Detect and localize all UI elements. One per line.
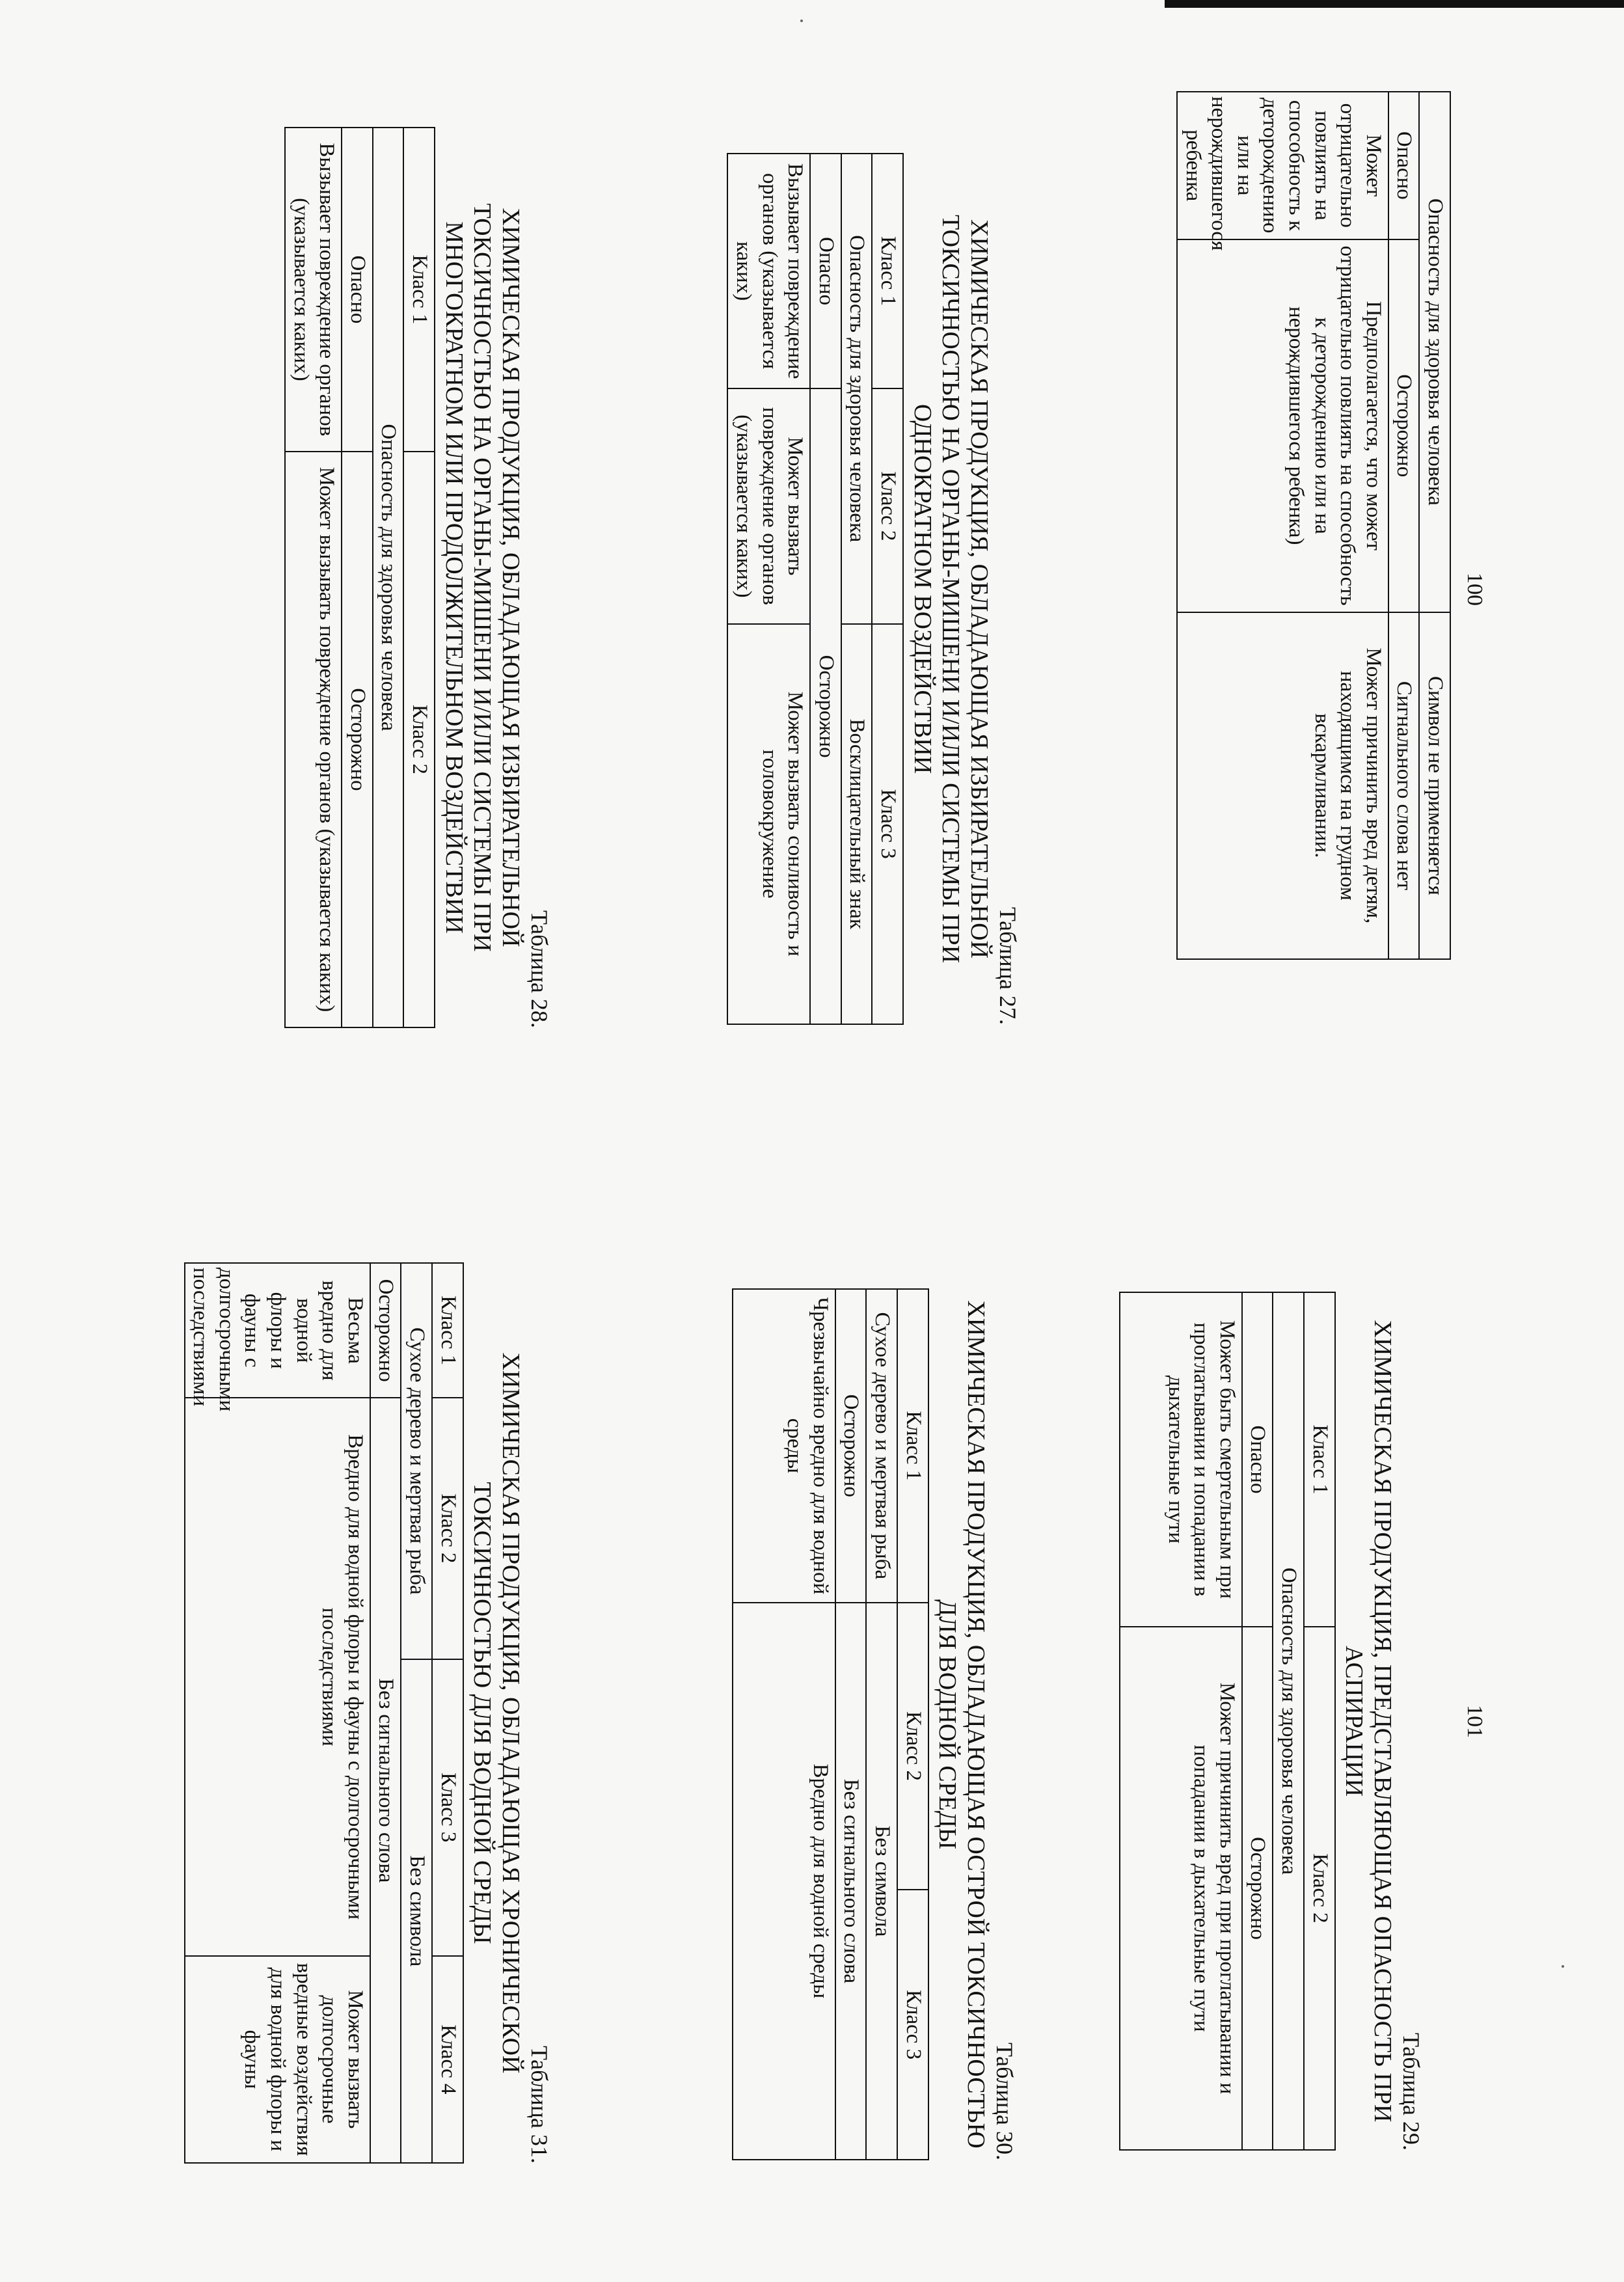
- table-30-block: [732, 1288, 1018, 2160]
- table-cell: Осторожно: [370, 1263, 401, 1398]
- table-cell: Класс 2: [872, 388, 903, 623]
- table-cell: Может причинить вред детям, находящимся на грудном вскармливании.: [1177, 612, 1388, 959]
- table-cell: Класс 3: [432, 1659, 463, 1956]
- table-continuation: [1176, 91, 1451, 960]
- table-cell: Может причинить вред при проглатывании и попадании в дыхательные пути: [1120, 1627, 1242, 2150]
- table-cell: Класс 1: [897, 1289, 928, 1603]
- table-cell: Класс 2: [1304, 1627, 1335, 2150]
- table-cell: Без сигнального слова: [835, 1603, 867, 2160]
- table-30: [732, 1288, 929, 2160]
- table-cell: Может отрицательно повлиять на способность к деторождению или на нерождившегося ребенка: [1177, 92, 1388, 239]
- table-title: ХИМИЧЕСКАЯ ПРОДУКЦИЯ, ОБЛАДАЮЩАЯ ХРОНИЧЕСКОЙ ТОКСИЧНОСТЬЮ ДЛЯ ВОДНОЙ СРЕДЫ: [468, 1352, 524, 2074]
- table-title: ХИМИЧЕСКАЯ ПРОДУКЦИЯ, ОБЛАДАЮЩАЯ ОСТРОЙ ТОКСИЧНОСТЬЮ ДЛЯ ВОДНОЙ СРЕДЫ: [934, 1300, 990, 2149]
- table-cell: Опасно: [342, 128, 373, 452]
- table-cell: Чрезвычайно вредно для водной среды: [733, 1289, 835, 1603]
- table-cell: Класс 1: [872, 154, 903, 388]
- table-cell: Класс 2: [403, 452, 435, 1027]
- table-cell: Восклицательный знак: [841, 624, 873, 1025]
- table-cell: Класс 3: [872, 624, 903, 1025]
- table-cell: Предполагается, что может отрицательно повлиять на способность к деторождению или на нерождившегося ребенка): [1177, 239, 1388, 612]
- table-31-block: [184, 1262, 553, 2164]
- table-cell: Опасно: [1242, 1292, 1273, 1627]
- table-title: ХИМИЧЕСКАЯ ПРОДУКЦИЯ, ОБЛАДАЮЩАЯ ИЗБИРАТЕЛЬНОЙ ТОКСИЧНОСТЬЮ НА ОРГАНЫ-МИШЕНИ И/ИЛИ СИСТЕМЫ ПРИ ОДНОКРАТНОМ ВОЗДЕЙСТВИИ: [908, 214, 993, 964]
- table-cell: Без сигнального слова: [370, 1398, 401, 2163]
- page-number-right: 101: [1463, 1705, 1487, 1738]
- table-cell: Сухое дерево и мертвая рыба: [866, 1289, 897, 1603]
- table-27-block: [727, 153, 1022, 1025]
- table-prev: [1176, 91, 1451, 960]
- table-title: ХИМИЧЕСКАЯ ПРОДУКЦИЯ, ОБЛАДАЮЩАЯ ИЗБИРАТЕЛЬНОЙ ТОКСИЧНОСТЬЮ НА ОРГАНЫ-МИШЕНИ И/ИЛИ СИСТЕМЫ ПРИ МНОГОКРАТНОМ ИЛИ ПРОДОЛЖИТЕЛЬНОМ ВОЗДЕЙСТВИИ: [440, 203, 524, 952]
- table-cell: Может вызвать долгосрочные вредные воздействия для водной флоры и фауны: [185, 1956, 370, 2163]
- table-cell: Вызывает повреждение органов (указывается каких): [285, 128, 342, 452]
- table-cell: Без символа: [401, 1659, 432, 2164]
- table-cell: Опасность для здоровья человека: [1273, 1292, 1304, 2150]
- table-28-block: [284, 127, 553, 1028]
- scan-speck: [800, 20, 803, 22]
- table-cell: Может быть смертельным при проглатывании и попадании в дыхательные пути: [1120, 1292, 1242, 1627]
- table-number: Таблица 29.: [1398, 2033, 1424, 2151]
- page-number-left: 100: [1463, 573, 1487, 606]
- table-cell: Осторожно: [835, 1289, 867, 1603]
- table-cell: Вредно для водной среды: [733, 1603, 835, 2160]
- table-cell: Может вызывать повреждение органов (указывается каких): [285, 452, 342, 1027]
- table-cell: Сухое дерево и мертвая рыба: [401, 1263, 432, 1659]
- table-cell: Весьма вредно для водной флоры и фауны с долгосрочными последствиями: [185, 1263, 370, 1398]
- table-27: [727, 153, 904, 1025]
- table-cell: Класс 1: [1304, 1292, 1335, 1627]
- scan-edge-bar: [1165, 0, 1624, 8]
- table-number: Таблица 30.: [992, 2043, 1018, 2160]
- table-cell: Опасно: [1388, 92, 1420, 239]
- table-cell: Класс 4: [432, 1956, 463, 2163]
- table-cell: Осторожно: [1242, 1627, 1273, 2150]
- table-31: [184, 1262, 464, 2164]
- table-cell: Вызывает повреждение органов (указывается каких): [727, 154, 810, 388]
- table-cell: Может вызвать сонливость и головокружение: [727, 624, 810, 1025]
- table-number: Таблица 28.: [526, 910, 552, 1028]
- table-number: Таблица 27.: [995, 907, 1021, 1025]
- table-cell: Опасность для здоровья человека: [1419, 92, 1450, 612]
- table-cell: Опасно: [810, 154, 841, 388]
- table-number: Таблица 31.: [526, 2046, 552, 2164]
- table-cell: Опасность для здоровья человека: [373, 128, 404, 1027]
- table-cell: Класс 3: [897, 1890, 928, 2160]
- table-cell: Класс 2: [897, 1603, 928, 1890]
- table-29: [1119, 1292, 1336, 2151]
- table-cell: Осторожно: [1388, 239, 1420, 612]
- table-cell: Может вызвать повреждение органов (указывается каких): [727, 388, 810, 623]
- table-cell: Символ не применяется: [1419, 612, 1450, 959]
- table-cell: Осторожно: [810, 388, 841, 1024]
- table-title: ХИМИЧЕСКАЯ ПРОДУКЦИЯ, ПРЕДСТАВЛЯЮЩАЯ ОПАСНОСТЬ ПРИ АСПИРАЦИИ: [1340, 1320, 1396, 2123]
- table-cell: Сигнального слова нет: [1388, 612, 1420, 959]
- table-cell: Класс 1: [403, 128, 435, 452]
- table-cell: Опасность для здоровья человека: [841, 154, 873, 624]
- scan-speck: [1562, 1965, 1564, 1968]
- table-29-block: [1119, 1292, 1425, 2151]
- table-cell: Вредно для водной флоры и фауны с долгосрочными последствиями: [185, 1398, 370, 1955]
- table-cell: Класс 1: [432, 1263, 463, 1398]
- table-cell: Осторожно: [342, 452, 373, 1027]
- table-28: [284, 127, 435, 1028]
- table-cell: Без символа: [866, 1603, 897, 2160]
- table-cell: Класс 2: [432, 1398, 463, 1659]
